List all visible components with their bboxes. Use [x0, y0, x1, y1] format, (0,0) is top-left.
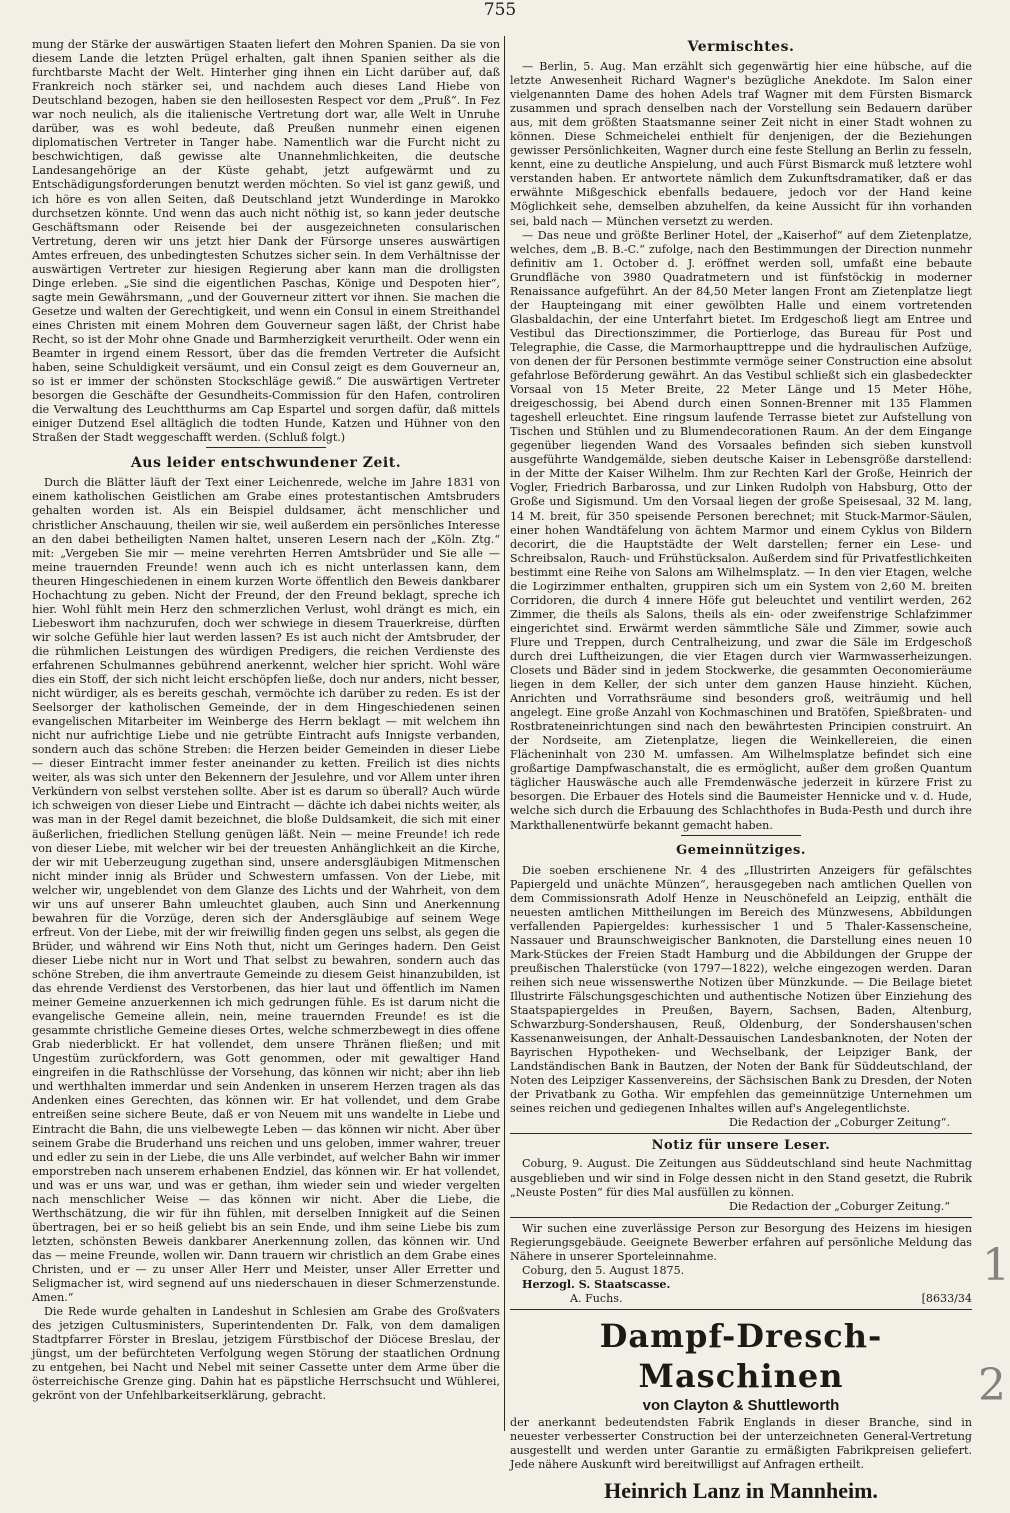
section-divider: [510, 1309, 972, 1310]
article-closing: Die Rede wurde gehalten in Landeshut in Schlesien am Grabe des Großvaters des jetzigen Cultusministers, Superintendenten Dr. Falk, von dem damaligen Stadtpfarrer Förster in Breslau, jetzigem Fürstbischof der Diöcese Breslau, der jüngst, um der befürchteten Verfolgung wegen Störung der staatlichen Ordnung zu entgehen, bei Nacht und Nebel mit seiner Cassette unter dem Arme über die österreichische Grenze ging. Dahin hat es päpstliche Herrschsucht und Wühlerei, gekrönt von der Unfehlbarkeitserklärung, gebracht.: [32, 1305, 500, 1403]
notice-anzeiger: Die soeben erschienene Nr. 4 des „Illustrirten Anzeigers für gefälschtes Papiergeld und unächte Münzen“, herausgegeben nach amtlichen Quellen von dem Commissionsrath Adolf Henze in Neuschönefeld an Leipzig, enthält die neuesten amtlichen Mittheilungen im Bereich des Münzwesens, Abbildungen verfallenden Papiergeldes: kurhessischer 1 und 5 Thaler-Kassenscheine, Nassauer und Braunschweigischer Banknoten, die Darstellung eines neuen 10 Mark-Stückes der Freien Stadt Hamburg und die Abbildungen der Gruppe der preußischen Thalerstücke (von 1797—1822), welche eingezogen werden. Daran reihen sich neue wissenswerthe Notizen über Münzkunde. — Die Beilage bietet Illustrirte Fälschungsgeschichten und authentische Notizen über Einziehung des Staatspapiergeldes in Preußen, Bayern, Sachsen, Baden, Altenburg, Schwarzburg-Sondershausen, Reuß, Oldenburg, der Sondershausen'schen Kassenanweisungen, der Anhalt-Dessauischen Landesbanknoten, der Noten der Bayrischen Hypotheken- und Wechselbank, der Leipziger Bank, der Landständischen Bank in Bautzen, der Noten der Bank für Süddeutschland, der Noten des Leipziger Kassenvereins, der Sächsischen Bank zu Dresden, der Noten der Privatbank zu Gotha. Wir empfehlen das gemeinnützige Unternehmen um seines reichen und gediegenen Inhaltes willen auf's Angelegentlichste.: [510, 863, 972, 1116]
section-heading-zeit: Aus leider entschwundener Zeit.: [130, 455, 402, 472]
right-column: [510, 38, 972, 1506]
left-column: [32, 38, 500, 1490]
margin-mark-2: 2: [978, 1360, 1006, 1411]
news-item-berlin: — Berlin, 5. Aug. Man erzählt sich gegenwärtig hier eine hübsche, auf die letzte Anwesenheit Richard Wagner's bezügliche Anekdote. Im Salon einer vielgenannten Dame des hohen Adels traf Wagner mit dem Fürsten Bismarck zusammen und sprach denselben nach der Vorstellung sein Bedauern darüber aus, mit dem größten Staatsmanne seiner Zeit nicht in einer Stadt wohnen zu können. Diese Schmeichelei enthielt für denjenigen, der die Beziehungen gewisser Persönlichkeiten, Wagner durch eine feste Stellung an Berlin zu fesseln, kennt, eine zu deutliche Anspielung, und auch Fürst Bismarck muß letztere wohl verstanden haben. Er antwortete nämlich dem Zukunftsdramatiker, daß er das erwähnte Mißgeschick ebenfalls bedauere, jedoch vor der Hand keine Möglichkeit sehe, demselben abzuhelfen, da keine Aussicht für ihn vorhanden sei, bald nach — München versetzt zu werden.: [510, 60, 972, 228]
section-divider: [510, 1217, 972, 1218]
advertisement: [510, 1316, 972, 1506]
ad-text: der anerkannt bedeutendsten Fabrik Englands in dieser Branche, sind in neuester verbesserter Construction bei der unterzeichneten General-Vertretung ausgestellt und werden unter Garantie zu ermäßigten Fabrikpreisen geliefert. Jede nähere Auskunft wird bereitwilligst auf Anfragen ertheilt.: [510, 1415, 972, 1471]
article-continuation: mung der Stärke der auswärtigen Staaten liefert den Mohren Spanien. Da sie von diesem Lande die letzten Prügel erhalten, galt ihnen Spanien seither als die furchtbarste Macht der Welt. Hinterher ging ihnen ein Licht darüber auf, daß Frankreich noch stärker sei, und nachdem auch dieses Land Hiebe von Deutschland bezogen, haben sie den heillosesten Respect vor dem „Pruß“. In Fez war noch neulich, als die italienische Vertretung dort war, alle Welt in Unruhe darüber, was es wohl bedeute, daß Preußen nunmehr einen eigenen diplomatischen Vertreter in Tanger habe. Namentlich war die Furcht nicht zu beschwichtigen, daß gewisse alte Unannehmlichkeiten, die deutsche Landesangehörige an der Küste gehabt, jetzt aufgewärmt und zu Entschädigungsforderungen benutzt werden möchten. So viel ist ganz gewiß, und ich höre es von allen Seiten, daß Deutschland jetzt Wunderdinge in Marokko durchsetzen könnte. Und wenn das auch nicht nöthig ist, so kann jeder deutsche Geschäftsmann oder Reisende bei der ausgezeichneten consularischen Vertretung, deren wir uns jetzt hier Dank der Fürsorge unseres auswärtigen Amtes erfreuen, des unbedingtesten Schutzes sicher sein. In dem Verhältnisse der auswärtigen Vertreter zur hiesigen Regierung aber kann man die drolligsten Dinge erleben. „Sie sind die eigentlichen Paschas, Könige und Despoten hier“, sagte mein Gewährsmann, „und der Gouverneur zittert vor ihnen. Sie machen die Gesetze und walten der Gerechtigkeit, und wenn ein Consul in einem Streithandel eines Christen mit einem Mohren dem Gouverneur sagen läßt, der Christ habe Recht, so ist der Mohr ohne Gnade und Barmherzigkeit verurtheilt. Oder wenn ein Beamter in irgend einem Ressort, über das die fremden Vertreter die Aufsicht haben, seine Schuldigkeit versäumt, und ein Consul zeigt es dem Gouverneur an, so ist er immer der schönsten Stockschläge gewiß.“ Die auswärtigen Vertreter besorgen die Geschäfte der Gesundheits-Commission für den Hafen, controliren die Verwaltung des Leuchtthurms am Cap Espartel und sorgen dafür, daß mittels einiger Dutzend Esel alltäglich die todten Hunde, Katzen und Hühner von den Straßen der Stadt weggeschafft werden. (Schluß folgt.): [32, 38, 500, 445]
notice-heating: Wir suchen eine zuverlässige Person zur Besorgung des Heizens im hiesigen Regierungsgebäude. Geeignete Bewerber erfahren auf persönliche Meldung das Nähere in unserer Sporteleinnahme.: [510, 1221, 972, 1263]
section-divider: [206, 447, 326, 448]
section-heading-gemeinnuetziges: Gemeinnütziges.: [676, 842, 806, 858]
section-heading-notiz: Notiz für unsere Leser.: [651, 1138, 831, 1154]
column-divider: [504, 36, 505, 1431]
margin-mark-1: 1: [982, 1240, 1010, 1291]
news-item-hotel: — Das neue und größte Berliner Hotel, der „Kaiserhof“ auf dem Zietenplatze, welches, dem „B. B.-C.“ zufolge, nach den Bestimmungen der Direction nunmehr definitiv am 1. October d. J. eröffnet werden soll, umfaßt eine bebaute Grundfläche von 3980 Quadratmetern und ist fünfstöckig in moderner Renaissance aufgeführt. An der 84,50 Meter langen Front am Zietenplatze liegt der Haupteingang mit einer gewölbten Halle und einem vortretenden Glasbaldachin, der eine Unterfahrt bietet. Im Erdgeschoß liegt am Entree und Vestibul das Directionszimmer, die Portierloge, das Bureau für Post und Telegraphie, die Casse, die Marmorhaupttreppe und die hydraulischen Aufzüge, von denen der für Personen bestimmte vermöge seiner Construction eine absolut gefahrlose Beförderung gewährt. An das Vestibul schließt sich ein glasbedeckter Vorsaal von 15 Meter Breite, 22 Meter Länge und 15 Meter Höhe, dreigeschossig, bei Abend durch einen Sonnen-Brenner mit 135 Flammen tageshell erleuchtet. Eine ringsum laufende Terrasse bietet zur Aufstellung von Tischen und Stühlen und zu Blumendecorationen Raum. An der dem Eingange gegenüber liegenden Wand des Vorsaales befinden sich sieben kunstvoll ausgeführte Wandgemälde, sieben deutsche Kaiser in Lebensgröße darstellend: in der Mitte der Kaiser Wilhelm. Ihm zur Rechten Karl der Große, Heinrich der Vogler, Friedrich Barbarossa, und zur Linken Rudolph von Habsburg, Otto der Große und Sigismund. Um den Vorsaal liegen der große Speisesaal, 32 M. lang, 14 M. breit, für 350 speisende Personen berechnet; mit Stuck-Marmor-Säulen, einer hohen Wandtäfelung von ächtem Marmor und einem Cyklus von Bildern decorirt, die die Hauptstädte der Welt darstellen; ferner ein Lese- und Schreibsalon, Rauch- und Frühstücksalon. Außerdem sind für Privatfestlichkeiten bestimmt eine Reihe von Salons am Wilhelmsplatz. — In den vier Etagen, welche die Logirzimmer enthalten, gruppiren sich um ein System von 2,60 M. breiten Corridoren, die durch 4 innere Höfe gut beleuchtet und ventilirt werden, 262 Zimmer, die theils als Salons, theils als ein- oder zweifenstrige Schlafzimmer eingerichtet sind. Erwärmt werden sämmtliche Säle und Zimmer, sowie auch Flure und Treppen, durch Centralheizung, und zwar die Säle im Erdgeschoß durch drei Luftheizungen, die vier Etagen durch vier Warmwasserheizungen. Closets und Bäder sind in jedem Stockwerke, die gesammten Oeconomieräume liegen in dem Keller, der sich unter dem ganzen Hause hinzieht. Küchen, Anrichten und Vorrathsräume sind besonders groß, weiträumig und hell angelegt. Eine große Anzahl von Kochmaschinen und Bratöfen, Spießbraten- und Rostbrateneinrichtungen sind nach den bewährtesten Principien construirt. An der Nordseite, am Zietenplatze, liegen die Weinkellereien, die einen Flächeninhalt von 230 M. umfassen. Am Wilhelmsplatze befindet sich eine großartige Dampfwaschanstalt, die es ermöglicht, außer dem großen Quantum täglicher Hauswäsche auch alle Fremdenwäsche jederzeit in kürzere Frist zu besorgen. Die Erbauer des Hotels sind die Baumeister Hennicke und v. d. Hude, welche sich durch die Erbauung des Schlachthofes in Buda-Pesth und durch ihre Markthallenentwürfe bekannt gemacht haben.: [510, 228, 972, 832]
article-body: Durch die Blätter läuft der Text einer Leichenrede, welche im Jahre 1831 von einem katholischen Geistlichen am Grabe eines protestantischen Amtsbruders gehalten worden ist. Als ein Beispiel duldsamer, ächt menschlicher und christlicher Anschauung, theilen wir sie, weil außerdem ein persönliches Interesse an den dabei betheiligten Namen haltet, unseren Lesern nach der „Köln. Ztg.“ mit: „Vergeben Sie mir — meine verehrten Herren Amtsbrüder und Sie alle — meine trauernden Freunde! wenn auch ich es nicht unterlassen kann, dem theuren Hingeschiedenen in einem kurzen Worte öffentlich den Beweis dankbarer Hochachtung zu geben. Nicht der Freund, der den Freund beklagt, spreche ich hier. Wohl fühlt mein Herz den schmerzlichen Verlust, wohl drängt es mich, ein Liebeswort ihm nachzurufen, doch wer schwiege in diesem Trauerkreise, dürften wir solche Gefühle hier laut werden lassen? Es ist auch nicht der Amtsbruder, der die rühmlichen Leistungen des würdigen Predigers, die reichen Verdienste des erfahrenen Schulmannes gebührend anerkennt, welcher hier spricht. Wohl wäre dies ein Stoff, der sich nicht leicht erschöpfen ließe, doch nur anders, nicht besser, nicht würdiger, als es bereits geschah, vermöchte ich darüber zu reden. Es ist der Seelsorger der katholischen Gemeinde, der in dem Hingeschiedenen seinen evangelischen Mitarbeiter im Weinberge des Herrn beklagt — mit welchem ihn nicht nur aufrichtige Liebe und nie getrübte Eintracht aufs Innigste verbanden, sondern auch das schöne Streben: die Herzen beider Gemeinden in dieser Liebe — dieser Eintracht immer fester aneinander zu ketten. Freilich ist dies nichts weiter, als was sich unter den Bekennern der Jesulehre, und vor Allem unter ihren Verkündern von selbst verstehen sollte. Aber ist es darum so überall? Auch würde ich schweigen von dieser Liebe und Eintracht — dächte ich dabei nichts weiter, als was man in der Regel damit bezeichnet, die bloße Duldsamkeit, die sich mit einer äußerlichen, friedlichen Stellung genügen läßt. Nein — meine Freunde! ich rede von dieser Liebe, mit welcher wir bei der treuesten Anhänglichkeit an die Kirche, der wir mit Ueberzeugung zugethan sind, unsere andersgläubigen Mitmenschen nicht minder innig als Brüder und Schwestern umfassen. Von der Liebe, mit welcher wir, ungeblendet von dem Glanze des Lichts und der Wahrheit, von dem wir uns auf unserer Bahn umleuchtet glauben, auch Sinn und Anerkennung bewahren für die Vorzüge, deren sich der Andersgläubige auf seinem Wege erfreut. Von der Liebe, mit der wir freiwillig finden gegen uns selbst, als gegen die Brüder, und während wir Eins Noth thut, nicht um Geringes hadern. Den Geist dieser Liebe nicht nur in Wort und That selbst zu bewahren, sondern auch das schöne Streben, die ihm anvertraute Gemeinde zu diesem Geist hinanzubilden, ist das ehrende Verdienst des Verstorbenen, das hier laut und öffentlich im Namen meiner Gemeine anzuerkennen ich mich gedrungen fühle. Es ist darum nicht die evangelische Gemeine allein, nein, meine trauernden Freunde! es ist die gesammte christliche Gemeine dieses Ortes, welche schmerzbewegt in dies offene Grab niederblickt. Er hat vollendet, dem unsere Thränen fließen; und mit Ungestüm zurückfordern, was Gott genommen, oder mit gewaltiger Hand eingreifen in die Rathschlüsse der Vorsehung, das können wir nicht; aber ihn lieb und werthhalten immerdar und sein Andenken in unserem Herzen tragen als das Andenken eines Gerechten, das können wir. Er hat vollendet, und dem Grabe entreißen seine sichere Beute, daß er von Neuem mit uns wandelte in Liebe und Eintracht die Bahn, die uns vielbewegte Leben — das können wir nicht. Aber über seinem Grabe die Bruderhand uns reichen und uns geloben, immer wahrer, treuer und edler zu sein in der Liebe, die uns Alle verbindet, auf welcher Bahn wir immer emporstreben nach unserem erhabenen Endziel, das können wir. Er hat vollendet, und was er uns war, und was er gethan, ihm wieder sein und wieder vergelten nach menschlicher Weise — das können wir nicht. Aber die Liebe, die Werthschätzung, die wir für ihn fühlen, mit derselben Innigkeit auf die Seinen übertragen, bei er so heiß geliebt bis an sein Ende, und ihm seine Liebe bis zum letzten, schönsten Beweis dankbarer Anerkennung zollen, das können wir. Und das — meine Freunde, wollen wir. Dann trauern wir christlich an dem Grabe eines Christen, und er — zu unser Aller Herr und Meister, unser Aller Erretter und Seligmacher ist, wird segnend auf uns niederschauen in dieser Schmerzenstunde. Amen.“: [32, 476, 500, 1305]
page-number: 755: [483, 0, 517, 20]
notice-signer: A. Fuchs.: [570, 1291, 623, 1305]
notice-readers: Coburg, 9. August. Die Zeitungen aus Süddeutschland sind heute Nachmittag ausgeblieben und wir sind in Folge dessen nicht in den Stand gesetzt, die Rubrik „Neuste Posten“ für dies Mal ausfüllen zu können.: [510, 1157, 972, 1199]
ad-subtitle: von Clayton & Shuttleworth: [642, 1396, 840, 1414]
notice-date: Coburg, den 5. August 1875.: [522, 1263, 685, 1277]
classified-notice: [510, 1222, 972, 1306]
notice-office: Herzogl. S. Staatscasse.: [522, 1277, 671, 1291]
section-heading-vermischtes: Vermischtes.: [687, 39, 795, 55]
editorial-signature-2: Die Redaction der „Coburger Zeitung.“: [728, 1199, 950, 1213]
section-divider: [510, 1133, 972, 1134]
ad-firm: Heinrich Lanz in Mannheim.: [604, 1477, 878, 1503]
notice-signer-row: [510, 1292, 972, 1306]
ad-title: Dampf-Dresch-Maschinen: [599, 1316, 883, 1395]
notice-ref: [8633/34: [921, 1291, 972, 1305]
section-divider: [681, 835, 801, 836]
editorial-signature: Die Redaction der „Coburger Zeitung“.: [728, 1116, 950, 1130]
